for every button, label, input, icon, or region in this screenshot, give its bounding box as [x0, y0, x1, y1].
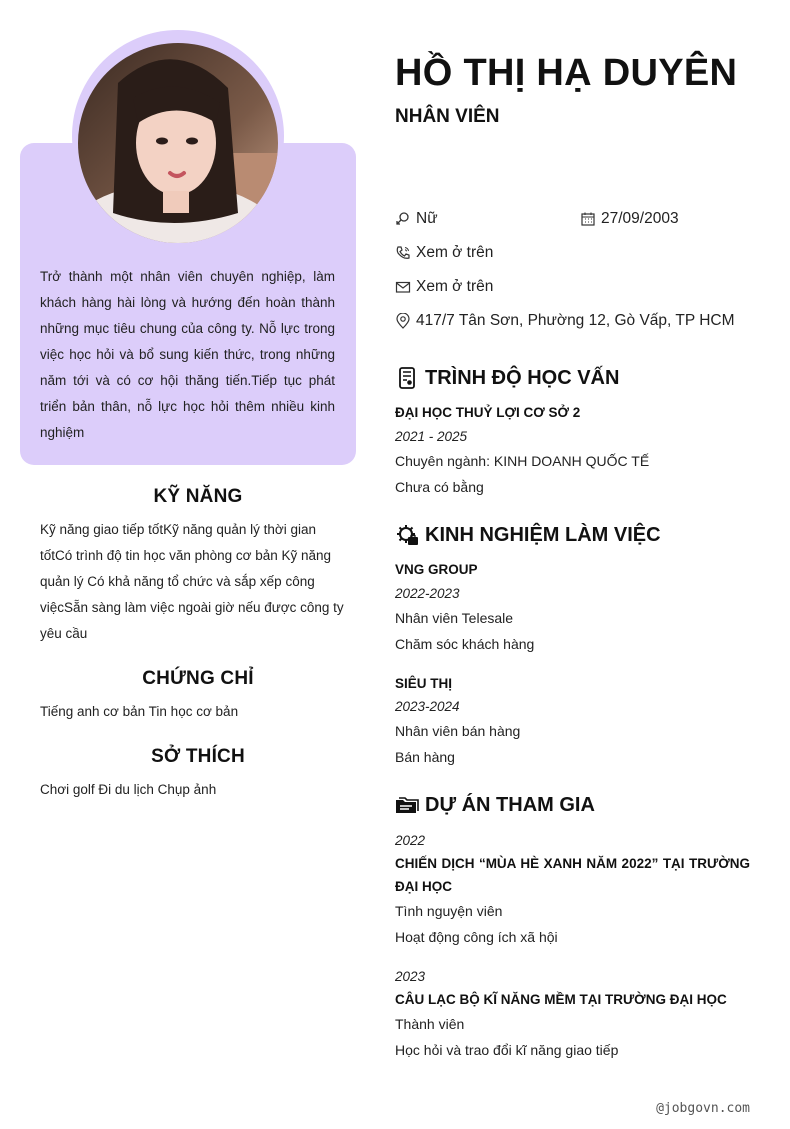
education-school: ĐẠI HỌC THUỶ LỢI CƠ SỞ 2	[395, 405, 581, 420]
candidate-name: HỒ THỊ HẠ DUYÊN	[395, 52, 738, 94]
certificates-title: CHỨNG CHỈ	[142, 668, 254, 689]
project-year: 2022	[395, 833, 426, 848]
location-icon	[395, 313, 411, 329]
skills-text: Kỹ năng giao tiếp tốtKỹ năng quản lý thời gian tốtCó trình độ tin học văn phòng cơ bản Kỹ năng quản lý Có khả năng tổ chức và sắp xếp công việcSẵn sàng làm việc ngoài giờ nếu được công ty yêu cầu	[40, 522, 344, 641]
calendar-icon	[580, 211, 596, 227]
education-heading	[395, 366, 619, 390]
gender-value: Nữ	[416, 210, 438, 227]
project-desc: Học hỏi và trao đổi kĩ năng giao tiếp	[395, 1042, 619, 1058]
address-value: 417/7 Tân Sơn, Phường 12, Gò Vấp, TP HCM	[416, 312, 735, 329]
footer-watermark: @jobgovn.com	[656, 1101, 750, 1116]
certificates-text: Tiếng anh cơ bản Tin học cơ bản	[40, 704, 239, 719]
project-name: CHIẾN DỊCH “MÙA HÈ XANH NĂM 2022” TẠI TRƯỜNG ĐẠI HỌC	[395, 856, 750, 894]
education-icon	[395, 366, 419, 390]
hobbies-title: SỞ THÍCH	[151, 746, 245, 767]
project-role: Thành viên	[395, 1016, 465, 1032]
experience-company: SIÊU THỊ	[395, 676, 453, 691]
experience-position: Nhân viên bán hàng	[395, 723, 521, 739]
phone-row	[395, 244, 493, 262]
education-status: Chưa có bằng	[395, 479, 484, 495]
education-period: 2021 - 2025	[395, 429, 468, 444]
address-row	[395, 312, 735, 330]
email-row	[395, 278, 493, 296]
project-desc: Hoạt động công ích xã hội	[395, 929, 558, 945]
experience-desc: Chăm sóc khách hàng	[395, 636, 535, 652]
experience-title: KINH NGHIỆM LÀM VIỆC	[425, 523, 661, 546]
skills-title: KỸ NĂNG	[153, 486, 243, 507]
email-value: Xem ở trên	[416, 278, 494, 295]
experience-heading	[395, 523, 661, 547]
experience-position: Nhân viên Telesale	[395, 610, 514, 626]
project-year: 2023	[395, 969, 426, 984]
gender-row	[395, 210, 438, 228]
education-major: Chuyên ngành: KINH DOANH QUỐC TẾ	[395, 453, 650, 469]
career-objective: Trở thành một nhân viên chuyên nghiệp, làm khách hàng hài lòng và hướng đến hoàn thành những mục tiêu chung của công ty. Nỗ lực trong việc học hỏi và bổ sung kiến thức, trong những năm tới và có cơ hội thăng tiến.Tiếp tục phát triển bản thân, nỗ lực học hỏi thêm nhiều kinh nghiệm	[40, 269, 335, 440]
candidate-title: NHÂN VIÊN	[395, 106, 500, 127]
dob-value: 27/09/2003	[601, 210, 679, 227]
phone-value: Xem ở trên	[416, 244, 494, 261]
education-title: TRÌNH ĐỘ HỌC VẤN	[425, 366, 620, 389]
experience-period: 2022-2023	[395, 586, 460, 601]
project-icon	[395, 793, 419, 817]
phone-icon	[395, 245, 411, 261]
project-role: Tình nguyện viên	[395, 903, 503, 919]
projects-heading	[395, 793, 595, 817]
dob-row	[580, 210, 679, 228]
experience-company: VNG GROUP	[395, 562, 478, 577]
project-name: CÂU LẠC BỘ KĨ NĂNG MỀM TẠI TRƯỜNG ĐẠI HỌC	[395, 992, 727, 1007]
avatar	[78, 43, 278, 243]
experience-icon	[395, 523, 419, 547]
experience-period: 2023-2024	[395, 699, 460, 714]
hobbies-text: Chơi golf Đi du lịch Chụp ảnh	[40, 782, 217, 797]
projects-title: DỰ ÁN THAM GIA	[425, 793, 595, 816]
gender-icon	[395, 211, 411, 227]
mail-icon	[395, 279, 411, 295]
experience-desc: Bán hàng	[395, 749, 455, 765]
